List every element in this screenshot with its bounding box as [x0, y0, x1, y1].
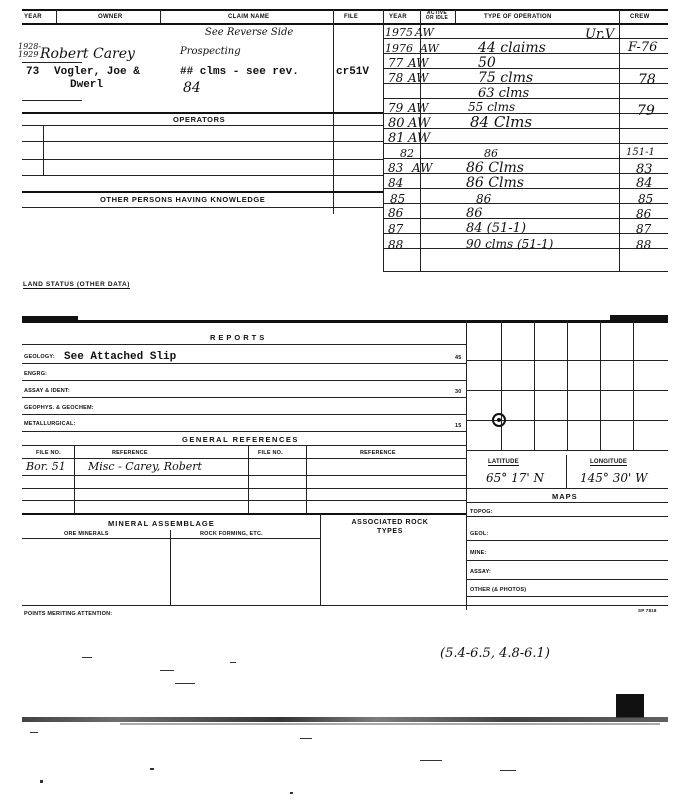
owner-claim-2: ## clms - see rev.: [180, 66, 299, 78]
act-year: 82: [400, 147, 414, 160]
act-status: AW: [408, 116, 431, 131]
act-year: 87: [388, 222, 404, 236]
owner-claim-2b: 84: [183, 80, 201, 96]
ref-reference: Misc - Carey, Robert: [88, 460, 202, 473]
owner-year-2: 73: [26, 66, 40, 78]
report-label-engrg: ENGRG:: [24, 371, 48, 377]
handwritten-note: (5.4-6.5, 4.8-6.1): [440, 646, 550, 661]
report-label-geophys: GEOPHYS. & GEOCHEM:: [24, 405, 94, 411]
owner-claim-1: Prospecting: [180, 46, 241, 57]
act-crew: Ur.V: [585, 27, 615, 42]
report-label-geology: GEOLOGY:: [24, 354, 55, 360]
act-crew: 151-1: [626, 147, 655, 158]
owner-name-2b: Dwerl: [70, 79, 104, 91]
points-meriting-attention-label: POINTS MERITING ATTENTION:: [24, 611, 113, 617]
header-year-2: YEAR: [389, 14, 407, 20]
report-code: 45: [455, 355, 462, 361]
location-marker-icon: [492, 413, 506, 427]
form-number: SP 7818: [638, 608, 657, 613]
header-crew: CREW: [630, 14, 650, 20]
map-row-topog: TOPOG:: [470, 509, 493, 515]
scan-edge: [120, 723, 660, 725]
act-crew: 87: [636, 222, 652, 236]
report-value-geology: See Attached Slip: [64, 351, 177, 363]
header-year: YEAR: [24, 14, 42, 20]
scan-blotch: [616, 694, 644, 718]
act-status: AW: [420, 42, 439, 55]
mineral-assemblage-title: MINERAL ASSEMBLAGE: [108, 519, 215, 528]
associated-rock-types-label: ASSOCIATED ROCK TYPES: [351, 519, 429, 535]
maps-title: MAPS: [552, 492, 578, 501]
rock-forming-label: ROCK FORMING, ETC.: [200, 531, 263, 537]
act-year: 83: [388, 161, 404, 175]
latitude-value: 65° 17' N: [486, 471, 544, 485]
act-status: AW: [408, 56, 429, 70]
owner-name-2: Vogler, Joe &: [54, 66, 140, 78]
act-operation: 86 Clms: [466, 160, 524, 176]
claim-note: See Reverse Side: [205, 27, 294, 38]
ref-header-reference-2: REFERENCE: [360, 450, 396, 456]
act-year: 77: [388, 56, 404, 70]
act-status: AW: [408, 71, 429, 85]
reports-title: REPORTS: [210, 333, 268, 342]
act-operation: 44 claims: [478, 40, 546, 56]
act-status: AW: [412, 161, 433, 175]
act-year: 1976: [385, 42, 413, 55]
act-operation: 75 clms: [478, 70, 534, 86]
owner-file-2: cr51V: [336, 66, 370, 78]
act-crew: 85: [638, 192, 654, 206]
map-row-mine: MINE:: [470, 550, 487, 556]
act-operation: 86: [466, 206, 483, 221]
map-row-assay: ASSAY:: [470, 569, 492, 575]
act-status: AW: [408, 101, 429, 115]
act-operation: 50: [478, 55, 496, 71]
header-type-of-operation: TYPE OF OPERATION: [484, 14, 552, 20]
act-status: AW: [408, 131, 431, 146]
act-year: 84: [388, 176, 404, 190]
act-operation: 55 clms: [468, 100, 516, 114]
latitude-label: LATITUDE: [488, 459, 519, 465]
ore-minerals-label: ORE MINERALS: [64, 531, 109, 537]
scan-edge: [22, 717, 668, 722]
general-references-title: GENERAL REFERENCES: [182, 435, 299, 444]
act-status: AW: [415, 26, 434, 39]
act-operation: 90 clms (51-1): [466, 237, 554, 251]
map-row-geol: GEOL:: [470, 531, 489, 537]
owner-year-1: 1928-1929: [18, 42, 42, 59]
report-code: 15: [455, 423, 462, 429]
act-operation: 86 Clms: [466, 175, 524, 191]
ref-header-reference: REFERENCE: [112, 450, 148, 456]
act-crew: 86: [636, 207, 652, 221]
longitude-label: LONGITUDE: [590, 459, 628, 465]
scan-blotch: [610, 315, 668, 321]
act-operation: 84 (51-1): [466, 221, 527, 236]
act-crew: F-76: [628, 40, 658, 55]
report-code: 30: [455, 389, 462, 395]
act-crew: 78: [638, 72, 656, 88]
act-year: 80: [388, 116, 405, 131]
header-owner: OWNER: [98, 14, 123, 20]
act-crew: 83: [636, 162, 653, 177]
operators-label: OPERATORS: [173, 115, 226, 124]
header-claim-name: CLAIM NAME: [228, 14, 270, 20]
act-crew: 79: [637, 103, 655, 119]
scan-blotch: [22, 316, 78, 321]
act-year: 88: [388, 238, 404, 252]
act-year: 79: [388, 101, 404, 115]
ref-header-file-no: FILE NO.: [36, 450, 61, 456]
act-year: 81: [388, 131, 405, 146]
act-operation: 86: [476, 192, 492, 206]
act-year: 85: [390, 192, 406, 206]
longitude-value: 145° 30' W: [580, 471, 648, 485]
land-status-label: LAND STATUS (OTHER DATA): [23, 281, 131, 288]
header-file: FILE: [344, 14, 359, 20]
other-persons-label: OTHER PERSONS HAVING KNOWLEDGE: [100, 195, 266, 204]
act-year: 86: [388, 206, 404, 220]
owner-name-1: Robert Carey: [40, 46, 135, 62]
ref-file-no: Bor. 51: [26, 460, 66, 473]
act-operation: 63 clms: [478, 86, 530, 101]
report-label-metallurgical: METALLURGICAL:: [24, 421, 76, 427]
map-row-other: OTHER (& PHOTOS): [470, 587, 527, 593]
act-year: 1975: [385, 26, 413, 39]
act-operation: 86: [484, 147, 498, 160]
ref-header-file-no-2: FILE NO.: [258, 450, 283, 456]
act-operation: 84 Clms: [470, 113, 533, 131]
header-active-idle: ACTIVE OR IDLE: [425, 10, 449, 21]
act-crew: 84: [636, 176, 653, 191]
act-crew: 88: [636, 238, 652, 252]
report-label-assay: ASSAY & IDENT:: [24, 388, 70, 394]
act-year: 78: [388, 71, 404, 85]
